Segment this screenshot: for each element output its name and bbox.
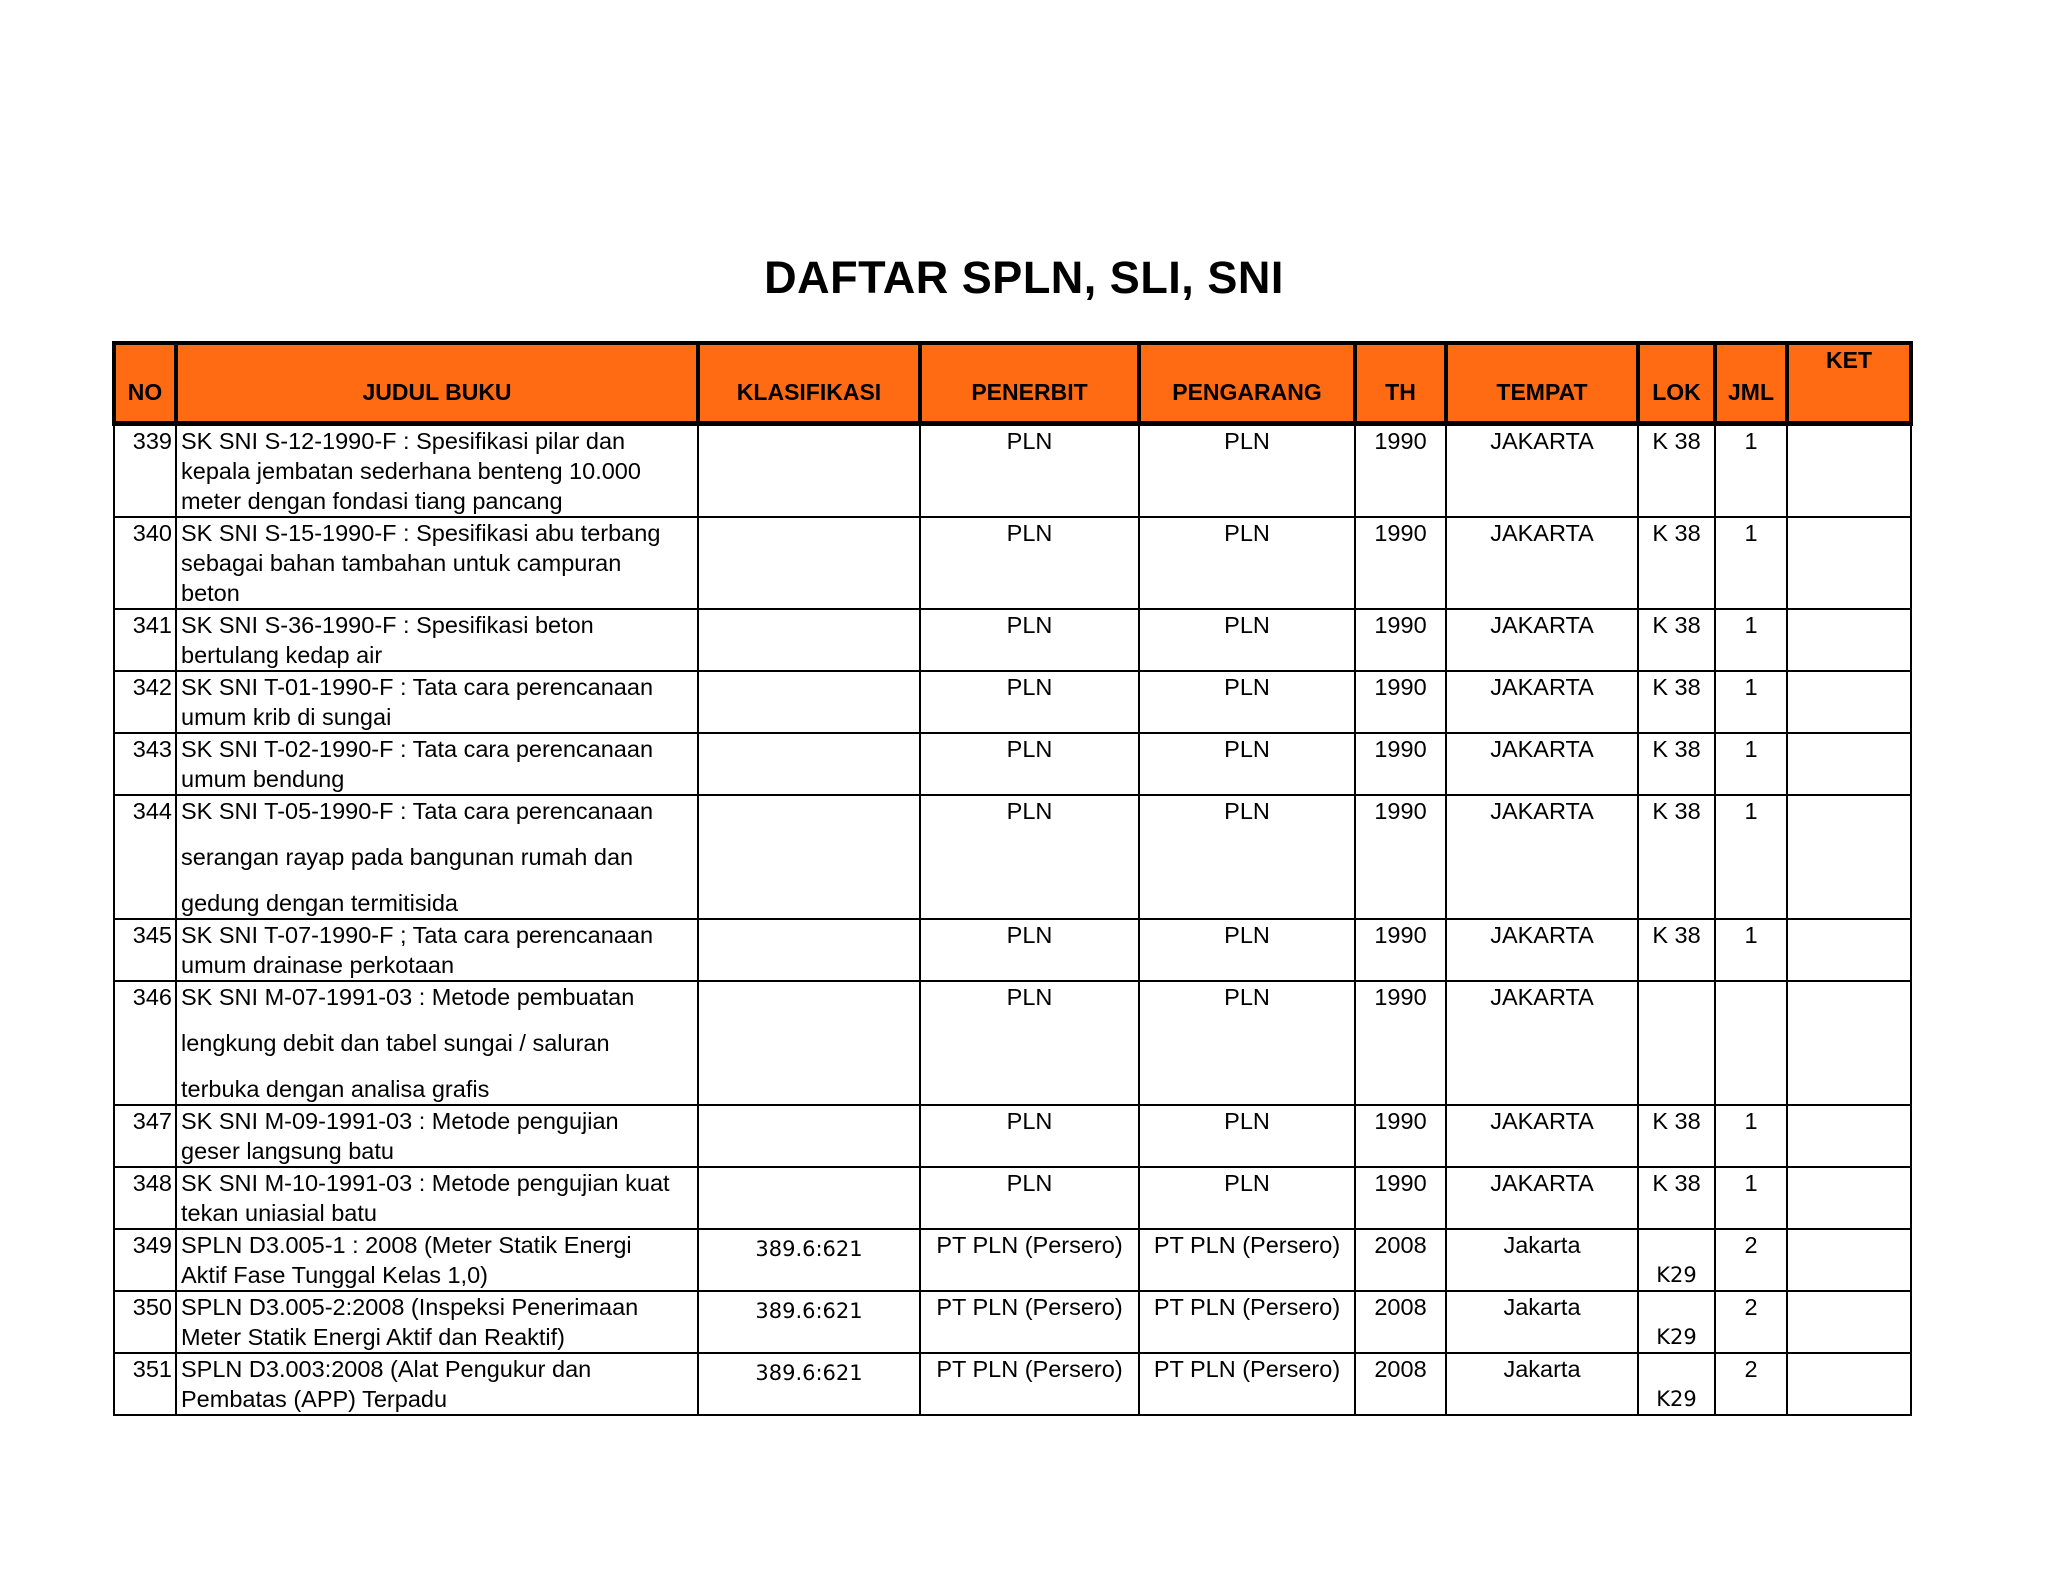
judul-line: SK SNI S-12-1990-F : Spesifikasi pilar dan xyxy=(181,428,626,454)
cell-no: 345 xyxy=(114,919,176,981)
cell-klasifikasi xyxy=(698,1167,920,1229)
cell-judul xyxy=(176,1167,698,1229)
cell-pengarang: PLN xyxy=(1139,1167,1355,1229)
cell-klasifikasi: 389.6:621 xyxy=(698,1353,920,1415)
cell-ket xyxy=(1787,609,1911,671)
cell-judul xyxy=(176,1229,698,1291)
cell-jml: 1 xyxy=(1715,517,1787,609)
cell-lok: K29 xyxy=(1638,1353,1715,1415)
cell-th: 1990 xyxy=(1355,919,1446,981)
cell-jml: 1 xyxy=(1715,919,1787,981)
cell-ket xyxy=(1787,517,1911,609)
cell-no: 350 xyxy=(114,1291,176,1353)
judul-line: meter dengan fondasi tiang pancang xyxy=(181,488,563,514)
table-row xyxy=(114,795,1911,919)
cell-jml: 2 xyxy=(1715,1229,1787,1291)
cell-jml: 2 xyxy=(1715,1291,1787,1353)
cell-penerbit: PT PLN (Persero) xyxy=(920,1291,1139,1353)
cell-penerbit: PLN xyxy=(920,424,1139,518)
cell-th: 1990 xyxy=(1355,517,1446,609)
cell-tempat: Jakarta xyxy=(1446,1353,1638,1415)
cell-pengarang: PLN xyxy=(1139,1105,1355,1167)
cell-penerbit: PT PLN (Persero) xyxy=(920,1229,1139,1291)
cell-lok: K 38 xyxy=(1638,1167,1715,1229)
cell-no: 344 xyxy=(114,795,176,919)
judul-line: SPLN D3.005-2:2008 (Inspeksi Penerimaan xyxy=(181,1294,639,1320)
judul-line: SK SNI S-36-1990-F : Spesifikasi beton xyxy=(181,612,594,638)
cell-klasifikasi xyxy=(698,609,920,671)
cell-th: 1990 xyxy=(1355,671,1446,733)
header-judul: JUDUL BUKU xyxy=(176,343,698,424)
cell-klasifikasi xyxy=(698,733,920,795)
judul-line: SPLN D3.003:2008 (Alat Pengukur dan xyxy=(181,1356,592,1382)
table-body xyxy=(114,424,1911,1416)
cell-jml: 1 xyxy=(1715,1105,1787,1167)
cell-jml: 1 xyxy=(1715,733,1787,795)
judul-line: SK SNI M-07-1991-03 : Metode pembuatan xyxy=(181,984,635,1010)
cell-ket xyxy=(1787,1167,1911,1229)
cell-lok: K 38 xyxy=(1638,733,1715,795)
judul-line: Meter Statik Energi Aktif dan Reaktif) xyxy=(181,1324,565,1350)
cell-klasifikasi: 389.6:621 xyxy=(698,1229,920,1291)
cell-th: 1990 xyxy=(1355,424,1446,518)
cell-pengarang: PT PLN (Persero) xyxy=(1139,1229,1355,1291)
judul-line: umum krib di sungai xyxy=(181,704,392,730)
judul-line: SK SNI M-09-1991-03 : Metode pengujian xyxy=(181,1108,619,1134)
cell-penerbit: PT PLN (Persero) xyxy=(920,1353,1139,1415)
cell-tempat: Jakarta xyxy=(1446,1229,1638,1291)
cell-pengarang: PLN xyxy=(1139,671,1355,733)
cell-ket xyxy=(1787,1291,1911,1353)
cell-lok: K29 xyxy=(1638,1291,1715,1353)
cell-penerbit: PLN xyxy=(920,1105,1139,1167)
table-row xyxy=(114,517,1911,609)
cell-judul xyxy=(176,981,698,1105)
cell-pengarang: PLN xyxy=(1139,919,1355,981)
judul-line: SK SNI T-01-1990-F : Tata cara perencanaan xyxy=(181,674,654,700)
table-row xyxy=(114,1229,1911,1291)
judul-line: Pembatas (APP) Terpadu xyxy=(181,1386,448,1412)
cell-tempat: JAKARTA xyxy=(1446,919,1638,981)
table-header-row xyxy=(114,343,1911,424)
cell-no: 347 xyxy=(114,1105,176,1167)
cell-ket xyxy=(1787,1229,1911,1291)
judul-line: SK SNI T-07-1990-F ; Tata cara perencanaan xyxy=(181,922,654,948)
cell-th: 1990 xyxy=(1355,795,1446,919)
cell-klasifikasi xyxy=(698,981,920,1105)
cell-jml: 1 xyxy=(1715,1167,1787,1229)
cell-lok xyxy=(1638,981,1715,1105)
cell-ket xyxy=(1787,424,1911,518)
cell-lok: K 38 xyxy=(1638,795,1715,919)
header-klasifikasi: KLASIFIKASI xyxy=(698,343,920,424)
judul-line: Aktif Fase Tunggal Kelas 1,0) xyxy=(181,1262,488,1288)
cell-no: 346 xyxy=(114,981,176,1105)
cell-tempat: JAKARTA xyxy=(1446,1167,1638,1229)
cell-judul xyxy=(176,733,698,795)
header-ket: KET xyxy=(1787,343,1911,424)
judul-line: SK SNI M-10-1991-03 : Metode pengujian kuat xyxy=(181,1170,670,1196)
cell-tempat: JAKARTA xyxy=(1446,733,1638,795)
cell-no: 340 xyxy=(114,517,176,609)
judul-line: umum drainase perkotaan xyxy=(181,952,455,978)
cell-ket xyxy=(1787,671,1911,733)
table-row xyxy=(114,671,1911,733)
cell-ket xyxy=(1787,1105,1911,1167)
cell-pengarang: PLN xyxy=(1139,424,1355,518)
cell-penerbit: PLN xyxy=(920,609,1139,671)
cell-ket xyxy=(1787,795,1911,919)
cell-lok: K 38 xyxy=(1638,517,1715,609)
header-tempat: TEMPAT xyxy=(1446,343,1638,424)
judul-line: kepala jembatan sederhana benteng 10.000 xyxy=(181,458,641,484)
cell-no: 339 xyxy=(114,424,176,518)
cell-tempat: JAKARTA xyxy=(1446,1105,1638,1167)
cell-penerbit: PLN xyxy=(920,795,1139,919)
cell-judul xyxy=(176,919,698,981)
cell-pengarang: PLN xyxy=(1139,517,1355,609)
cell-lok: K29 xyxy=(1638,1229,1715,1291)
cell-th: 1990 xyxy=(1355,981,1446,1105)
cell-judul xyxy=(176,795,698,919)
cell-lok: K 38 xyxy=(1638,671,1715,733)
judul-line: terbuka dengan analisa grafis xyxy=(181,1076,490,1102)
header-pengarang: PENGARANG xyxy=(1139,343,1355,424)
cell-penerbit: PLN xyxy=(920,1167,1139,1229)
cell-tempat: JAKARTA xyxy=(1446,981,1638,1105)
cell-judul xyxy=(176,609,698,671)
cell-penerbit: PLN xyxy=(920,919,1139,981)
cell-penerbit: PLN xyxy=(920,733,1139,795)
cell-ket xyxy=(1787,733,1911,795)
table-row xyxy=(114,1167,1911,1229)
cell-jml: 1 xyxy=(1715,424,1787,518)
cell-klasifikasi xyxy=(698,919,920,981)
cell-th: 1990 xyxy=(1355,609,1446,671)
cell-pengarang: PLN xyxy=(1139,609,1355,671)
cell-lok: K 38 xyxy=(1638,919,1715,981)
cell-no: 343 xyxy=(114,733,176,795)
judul-line: geser langsung batu xyxy=(181,1138,394,1164)
cell-klasifikasi xyxy=(698,795,920,919)
cell-no: 342 xyxy=(114,671,176,733)
cell-pengarang: PT PLN (Persero) xyxy=(1139,1291,1355,1353)
cell-ket xyxy=(1787,919,1911,981)
cell-lok: K 38 xyxy=(1638,1105,1715,1167)
table-row xyxy=(114,981,1911,1105)
table-row xyxy=(114,919,1911,981)
table-row xyxy=(114,1291,1911,1353)
cell-klasifikasi xyxy=(698,517,920,609)
cell-pengarang: PLN xyxy=(1139,981,1355,1105)
judul-line: serangan rayap pada bangunan rumah dan xyxy=(181,844,634,870)
table-row xyxy=(114,424,1911,518)
cell-lok: K 38 xyxy=(1638,609,1715,671)
cell-judul xyxy=(176,1291,698,1353)
cell-klasifikasi xyxy=(698,424,920,518)
cell-jml: 2 xyxy=(1715,1353,1787,1415)
cell-klasifikasi xyxy=(698,671,920,733)
cell-tempat: Jakarta xyxy=(1446,1291,1638,1353)
judul-line: lengkung debit dan tabel sungai / saluran xyxy=(181,1030,610,1056)
cell-ket xyxy=(1787,981,1911,1105)
judul-line: SK SNI T-02-1990-F : Tata cara perencanaan xyxy=(181,736,654,762)
cell-jml: 1 xyxy=(1715,671,1787,733)
table-row xyxy=(114,609,1911,671)
cell-pengarang: PT PLN (Persero) xyxy=(1139,1353,1355,1415)
judul-line: gedung dengan termitisida xyxy=(181,890,458,916)
cell-tempat: JAKARTA xyxy=(1446,609,1638,671)
cell-pengarang: PLN xyxy=(1139,733,1355,795)
table-row xyxy=(114,1105,1911,1167)
judul-line: bertulang kedap air xyxy=(181,642,383,668)
cell-penerbit: PLN xyxy=(920,671,1139,733)
cell-jml xyxy=(1715,981,1787,1105)
cell-klasifikasi xyxy=(698,1105,920,1167)
header-no: NO xyxy=(114,343,176,424)
cell-jml: 1 xyxy=(1715,609,1787,671)
cell-judul xyxy=(176,424,698,518)
judul-line: SPLN D3.005-1 : 2008 (Meter Statik Energi xyxy=(181,1232,632,1258)
judul-line: SK SNI S-15-1990-F : Spesifikasi abu terbang xyxy=(181,520,661,546)
header-jml: JML xyxy=(1715,343,1787,424)
judul-line: beton xyxy=(181,580,240,606)
cell-judul xyxy=(176,1105,698,1167)
cell-th: 1990 xyxy=(1355,1167,1446,1229)
cell-penerbit: PLN xyxy=(920,981,1139,1105)
table-row xyxy=(114,1353,1911,1415)
cell-th: 1990 xyxy=(1355,1105,1446,1167)
judul-line: umum bendung xyxy=(181,766,345,792)
judul-line: tekan uniasial batu xyxy=(181,1200,377,1226)
cell-th: 2008 xyxy=(1355,1291,1446,1353)
cell-tempat: JAKARTA xyxy=(1446,671,1638,733)
cell-judul xyxy=(176,517,698,609)
cell-penerbit: PLN xyxy=(920,517,1139,609)
judul-line: sebagai bahan tambahan untuk campuran xyxy=(181,550,622,576)
cell-ket xyxy=(1787,1353,1911,1415)
header-penerbit: PENERBIT xyxy=(920,343,1139,424)
cell-judul xyxy=(176,671,698,733)
book-table xyxy=(112,341,1913,1416)
cell-no: 348 xyxy=(114,1167,176,1229)
table-row xyxy=(114,733,1911,795)
header-lok: LOK xyxy=(1638,343,1715,424)
cell-th: 2008 xyxy=(1355,1229,1446,1291)
cell-judul xyxy=(176,1353,698,1415)
cell-klasifikasi: 389.6:621 xyxy=(698,1291,920,1353)
cell-lok: K 38 xyxy=(1638,424,1715,518)
cell-tempat: JAKARTA xyxy=(1446,517,1638,609)
cell-tempat: JAKARTA xyxy=(1446,424,1638,518)
cell-pengarang: PLN xyxy=(1139,795,1355,919)
cell-no: 341 xyxy=(114,609,176,671)
judul-line: SK SNI T-05-1990-F : Tata cara perencanaan xyxy=(181,798,654,824)
cell-no: 351 xyxy=(114,1353,176,1415)
cell-th: 1990 xyxy=(1355,733,1446,795)
cell-tempat: JAKARTA xyxy=(1446,795,1638,919)
cell-no: 349 xyxy=(114,1229,176,1291)
cell-jml: 1 xyxy=(1715,795,1787,919)
page-title: DAFTAR SPLN, SLI, SNI xyxy=(764,252,1284,303)
cell-th: 2008 xyxy=(1355,1353,1446,1415)
header-th: TH xyxy=(1355,343,1446,424)
